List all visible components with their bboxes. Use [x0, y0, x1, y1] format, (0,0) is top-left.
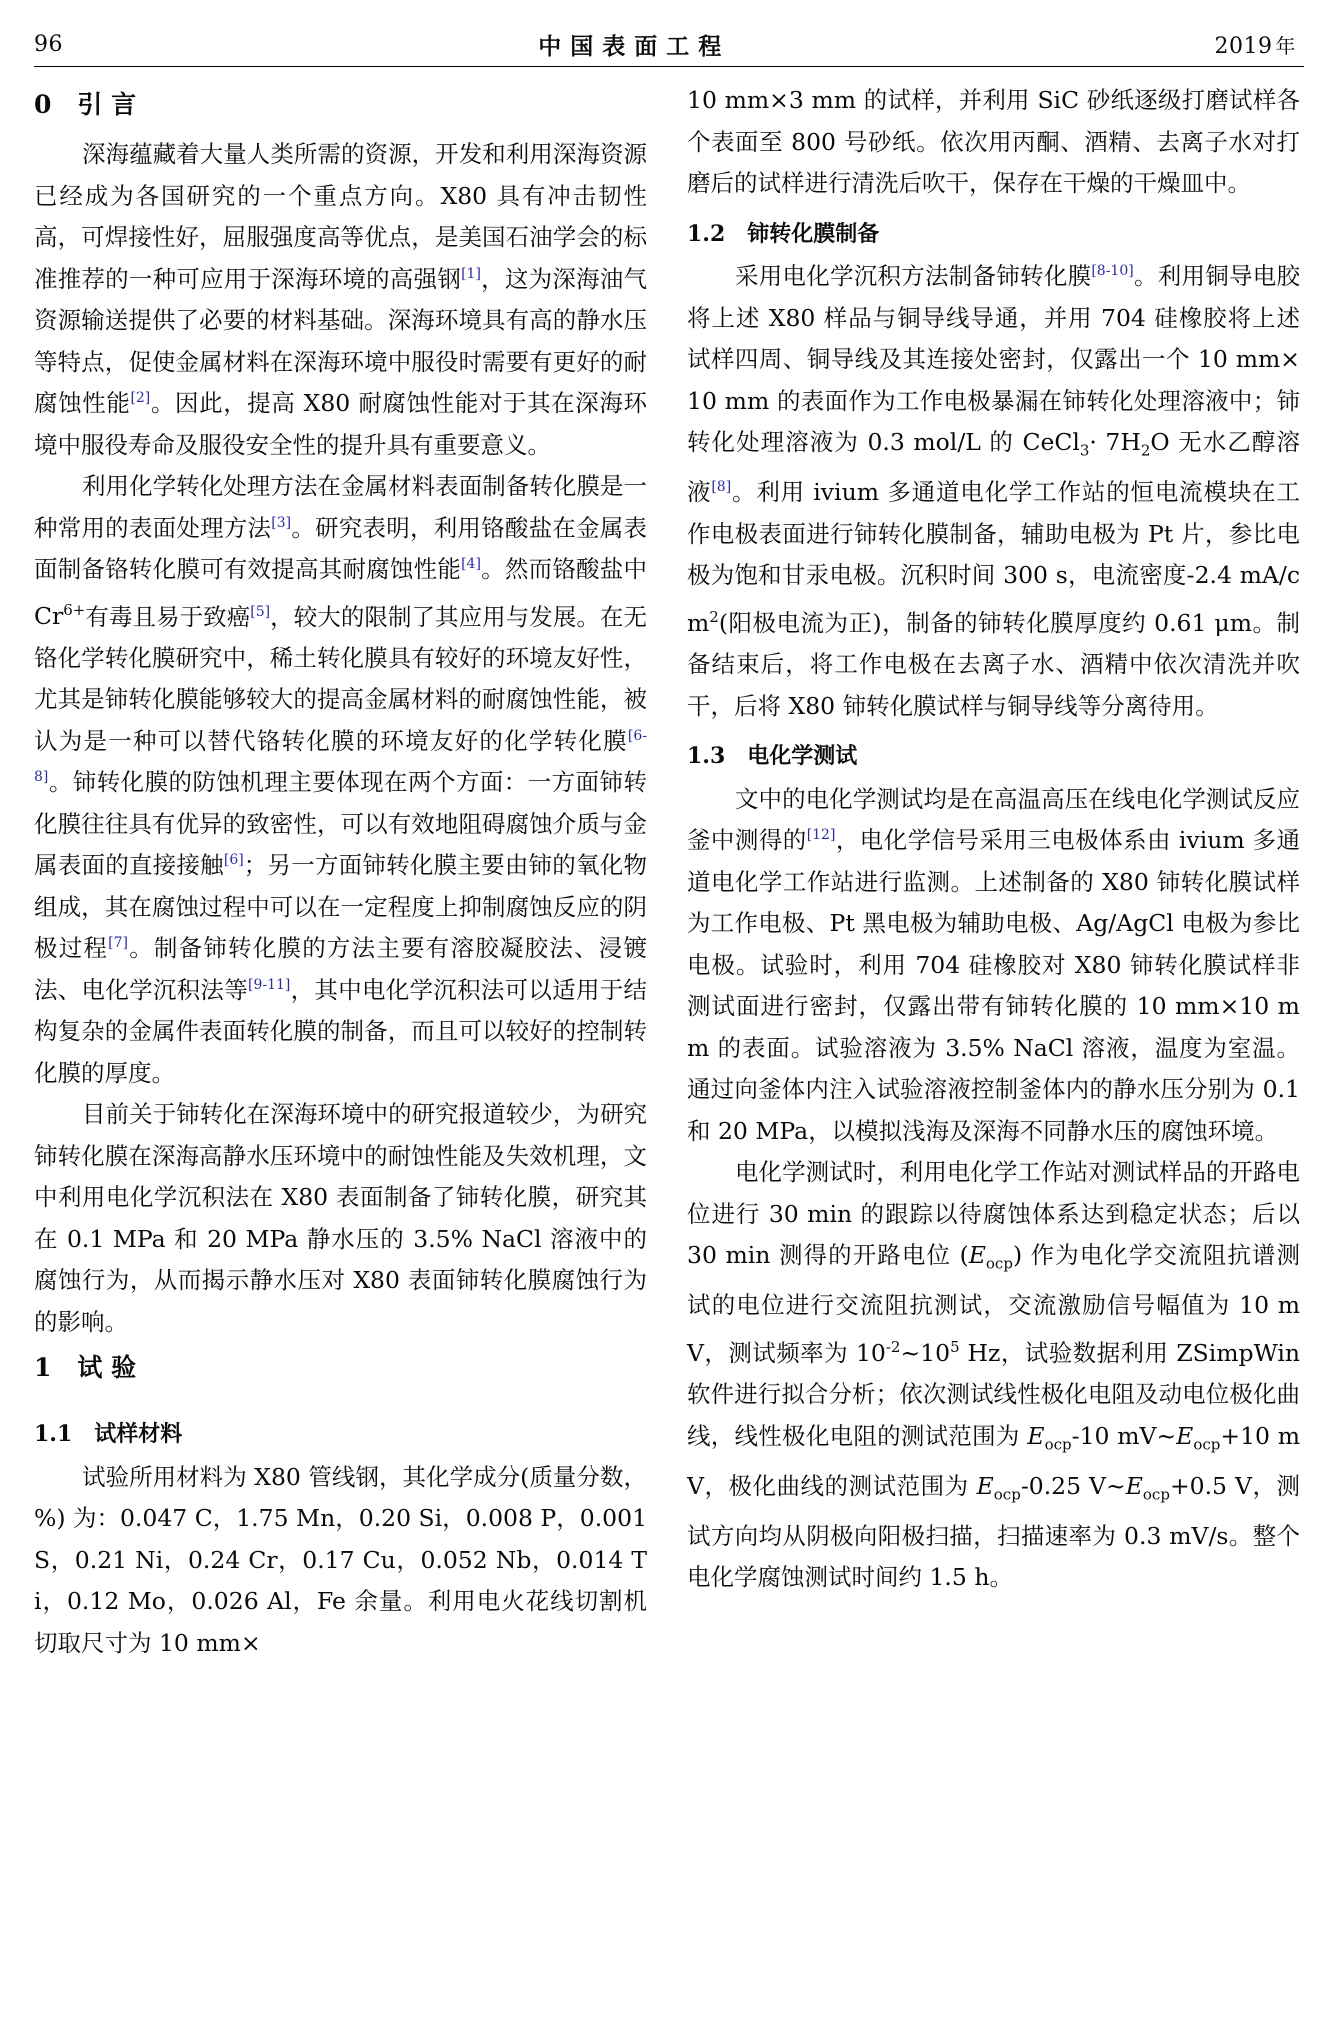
paragraph-sample-material-cont: 10 mm×3 mm 的试样，并利用 SiC 砂纸逐级打磨试样各个表面至 800 号砂纸。依次用丙酮、酒精、去离子水对打磨后的试样进行清洗后吹干，保存在干燥的干燥皿中。 [687, 86, 1300, 197]
paragraph-sample-material: 试验所用材料为 X80 管线钢，其化学成分(质量分数，%) 为：0.047 C，1.75 Mn，0.20 Si，0.008 P，0.001 S，0.21 Ni，0.24 Cr，0.17 Cu，0.052 Nb，0.014 Ti，0.12 Mo，0.026 Al，Fe 余量。利用电火花线切割机切取尺寸为 10 mm× [34, 1462, 648, 1657]
section-heading-1 [34, 1353, 647, 1383]
header-divider-rule [34, 66, 1304, 67]
subsection-heading-1-3 [687, 743, 1300, 771]
left-column [34, 80, 647, 2023]
page-number: 96 [34, 31, 63, 57]
paragraph-intro-3: 目前关于铈转化在深海环境中的研究报道较少，为研究铈转化膜在深海高静水压环境中的耐蚀性能及失效机理，文中利用电化学沉积法在 X80 表面制备了铈转化膜，研究其在 0.1 MPa 和 20 MPa 静水压的 3.5% NaCl 溶液中的腐蚀行为，从而揭示静水压对 X80 表面铈转化膜腐蚀行为的影响。 [34, 1100, 647, 1336]
paragraph-electrochem-test-1: 文中的电化学测试均是在高温高压在线电化学测试反应釜中测得的[12]，电化学信号采用三电极体系由 ivium 多通道电化学工作站进行监测。上述制备的 X80 铈转化膜试样为工作电极、Pt 黑电极为辅助电极、Ag/AgCl 电极为参比电极。试验时，利用 704 硅橡胶对 X80 铈转化膜试样非测试面进行密封，仅露出带有铈转化膜的 10 mm×10 mm 的表面。试验溶液为 3.5% NaCl 溶液，温度为室温。通过向釜体内注入试验溶液控制釜体内的静水压分别为 0.1 和 20 MPa，以模拟浅海及深海不同静水压的腐蚀环境。 [687, 784, 1300, 1145]
paragraph-film-preparation: 采用电化学沉积方法制备铈转化膜[8-10]。利用铜导电胶将上述 X80 样品与铜导线导通，并用 704 硅橡胶将上述试样四周、铜导线及其连接处密封，仅露出一个 10 mm×10 mm 的表面作为工作电极暴漏在铈转化处理溶液中；铈转化处理溶液为 0.3 mol/L 的 CeCl$_3$· $7H_2O$ 无水乙醇溶液[8]。利用 ivium 多通道电化学工作站的恒电流模块在工作电极表面进行铈转化膜制备，辅助电极为 Pt 片，参比电极为饱和甘汞电极。沉积时间 300 s，电流密度-2.4 $mA/cm^2$(阳极电流为正)，制备的铈转化膜厚度约 0.61 μm。制备结束后，将工作电极在去离子水、酒精中依次清洗并吹干，后将 X80 铈转化膜试样与铜导线等分离待用。 [687, 262, 1301, 720]
paragraph-electrochem-test-2: 电化学测试时，利用电化学工作站对测试样品的开路电位进行 30 min 的跟踪以待腐蚀体系达到稳定状态；后以 30 min 测得的开路电位 $(E_{ocp})$ 作为电化学交流阻抗谱测试的电位进行交流阻抗测试，交流激励信号幅值为 10 mV，测试频率为 $10^{-2}\sim 10^5$ Hz，试验数据利用 ZSimpWin 软件进行拟合分析；依次测试线性极化电阻及动电位极化曲线，线性极化电阻的测试范围为 $E_{ocp}-10$ $mV\sim E_{ocp}+10$ mV，极化曲线的测试范围为 $E_{ocp}-0.25$ $V\sim E_{ocp}+0.5$ V，测试方向均从阴极向阳极扫描，扫描速率为 0.3 mV/s。整个电化学腐蚀测试时间约 1.5 h。 [687, 1158, 1300, 1592]
paragraph-intro-1: 深海蕴藏着大量人类所需的资源，开发和利用深海资源已经成为各国研究的一个重点方向。X80 具有冲击韧性高，可焊接性好，屈服强度高等优点，是美国石油学会的标准推荐的一种可应用于深海环境的高强钢[1]，这为深海油气资源输送提供了必要的材料基础。深海环境具有高的静水压等特点，促使金属材料在深海环境中服役时需要有更好的耐腐蚀性能[2]。因此，提高 X80 耐腐蚀性能对于其在深海环境中服役寿命及服役安全性的提升具有重要意义。 [34, 140, 648, 459]
section-1-number: 1 [34, 1353, 52, 1383]
subsection-1-2-title: 铈转化膜制备 [747, 221, 880, 247]
subsection-1-3-title: 电化学测试 [747, 744, 858, 770]
year-number: 2019 [1214, 33, 1273, 59]
running-head [34, 22, 1296, 66]
section-0-number: 0 [34, 90, 52, 119]
subsection-heading-1-2 [687, 221, 1300, 249]
subsection-1-1-title: 试样材料 [94, 1422, 183, 1448]
paragraph-intro-2: 利用化学转化处理方法在金属材料表面制备转化膜是一种常用的表面处理方法[3]。研究表明，利用铬酸盐在金属表面制备铬转化膜可有效提高其耐腐蚀性能[4]。然而铬酸盐中 $Cr^{6+}$有毒且易于致癌[5]，较大的限制了其应用与发展。在无铬化学转化膜研究中，稀土转化膜具有较好的环境友好性，尤其是铈转化膜能够较大的提高金属材料的耐腐蚀性能，被认为是一种可以替代铬转化膜的环境友好的化学转化膜[6-8]。铈转化膜的防蚀机理主要体现在两个方面：一方面铈转化膜往往具有优异的致密性，可以有效地阻碍腐蚀介质与金属表面的直接接触[6]；另一方面铈转化膜主要由铈的氧化物组成，其在腐蚀过程中可以在一定程度上抑制腐蚀反应的阴极过程[7]。制备铈转化膜的方法主要有溶胶凝胶法、浸镀法、电化学沉积法等[9-11]，其中电化学沉积法可以适用于结构复杂的金属件表面转化膜的制备，而且可以较好的控制转化膜的厚度。 [34, 472, 648, 1087]
year-suffix: 年 [1275, 33, 1296, 58]
section-0-title: 引 言 [77, 90, 137, 119]
section-heading-0 [34, 90, 647, 120]
body-columns [34, 80, 1304, 2023]
right-column [687, 80, 1300, 2023]
publication-year [1215, 30, 1297, 59]
subsection-1-3-number: 1.3 [687, 743, 726, 770]
subsection-1-1-number: 1.1 [34, 1421, 73, 1448]
subsection-heading-1-1 [34, 1421, 647, 1449]
section-1-title: 试 验 [77, 1353, 137, 1383]
journal-title: 中国表面工程 [538, 33, 731, 60]
subsection-1-2-number: 1.2 [687, 220, 726, 247]
